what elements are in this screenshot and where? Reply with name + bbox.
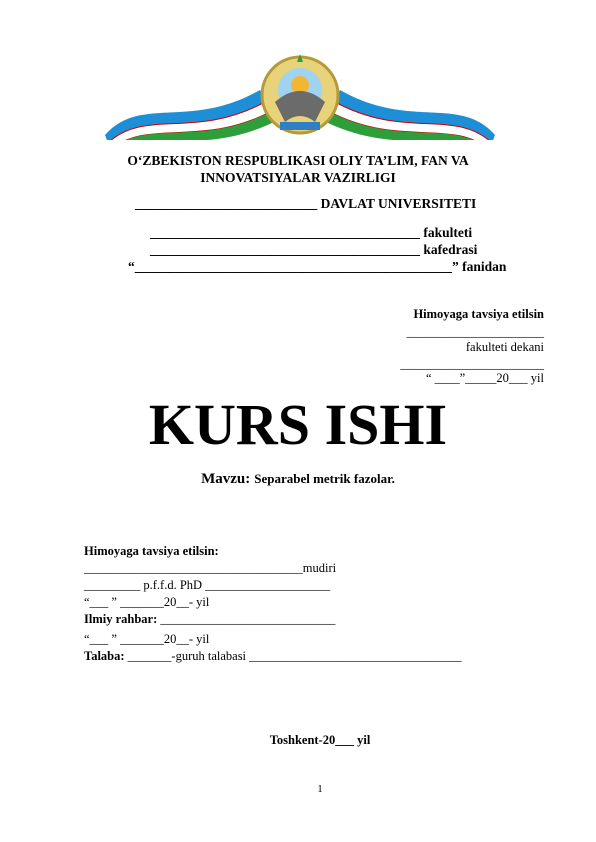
approval-signature-line: ______________________ bbox=[406, 325, 544, 339]
university-blank: ___________________________ bbox=[135, 196, 318, 211]
ministry-name-line2: INNOVATSIYALAR VAZIRLIGI bbox=[200, 170, 396, 185]
faculty-label: fakulteti bbox=[423, 225, 473, 240]
university-line bbox=[135, 196, 476, 212]
dean-label: fakulteti dekani bbox=[465, 340, 544, 354]
student-line bbox=[84, 648, 462, 665]
university-label: DAVLAT UNIVERSITETI bbox=[320, 196, 477, 211]
subject-line bbox=[128, 259, 506, 275]
dean-signature-line: _______________________ bbox=[400, 357, 544, 371]
topic-line bbox=[0, 470, 596, 488]
approval-date: “ ____”_____20___ yil bbox=[425, 371, 544, 385]
defense-block bbox=[84, 543, 462, 665]
city-year: Toshkent-20___ yil bbox=[269, 733, 371, 747]
defense-date-2: “___ ” _______20__- yil bbox=[84, 632, 210, 646]
subject-blank: _______________________________________________ bbox=[134, 259, 452, 274]
uzbekistan-emblem-image bbox=[100, 40, 500, 140]
page-number: 1 bbox=[317, 783, 323, 795]
student-blank: _______-guruh talabasi __________________________________ bbox=[127, 649, 462, 663]
topic-value: Separabel metrik fazolar. bbox=[254, 471, 395, 486]
supervisor-label: Ilmiy rahbar: bbox=[84, 612, 158, 626]
subject-label: ” fanidan bbox=[452, 259, 507, 274]
department-line bbox=[150, 242, 477, 258]
defense-date-1: “___ ” _______20__- yil bbox=[84, 595, 210, 609]
supervisor-line bbox=[84, 611, 462, 628]
document-title: KURS ISHI bbox=[148, 392, 448, 457]
topic-label: Mavzu: bbox=[201, 471, 251, 487]
phd-line: _________ p.f.f.d. PhD ____________________ bbox=[84, 578, 331, 592]
faculty-blank: ________________________________________ bbox=[150, 225, 420, 240]
subject-open-quote: “ bbox=[128, 259, 135, 274]
supervisor-blank: ____________________________ bbox=[160, 612, 336, 626]
student-label: Talaba: bbox=[84, 649, 125, 663]
approval-title: Himoyaga tavsiya etilsin bbox=[413, 307, 544, 321]
ministry-name-line1: O‘ZBEKISTON RESPUBLIKASI OLIY TA’LIM, FAN VA bbox=[127, 153, 469, 168]
department-label: kafedrasi bbox=[423, 242, 478, 257]
department-head-line: ___________________________________mudiri bbox=[84, 561, 337, 575]
department-blank: ________________________________________ bbox=[150, 242, 420, 257]
defense-title: Himoyaga tavsiya etilsin: bbox=[84, 544, 219, 558]
faculty-line bbox=[150, 225, 472, 241]
